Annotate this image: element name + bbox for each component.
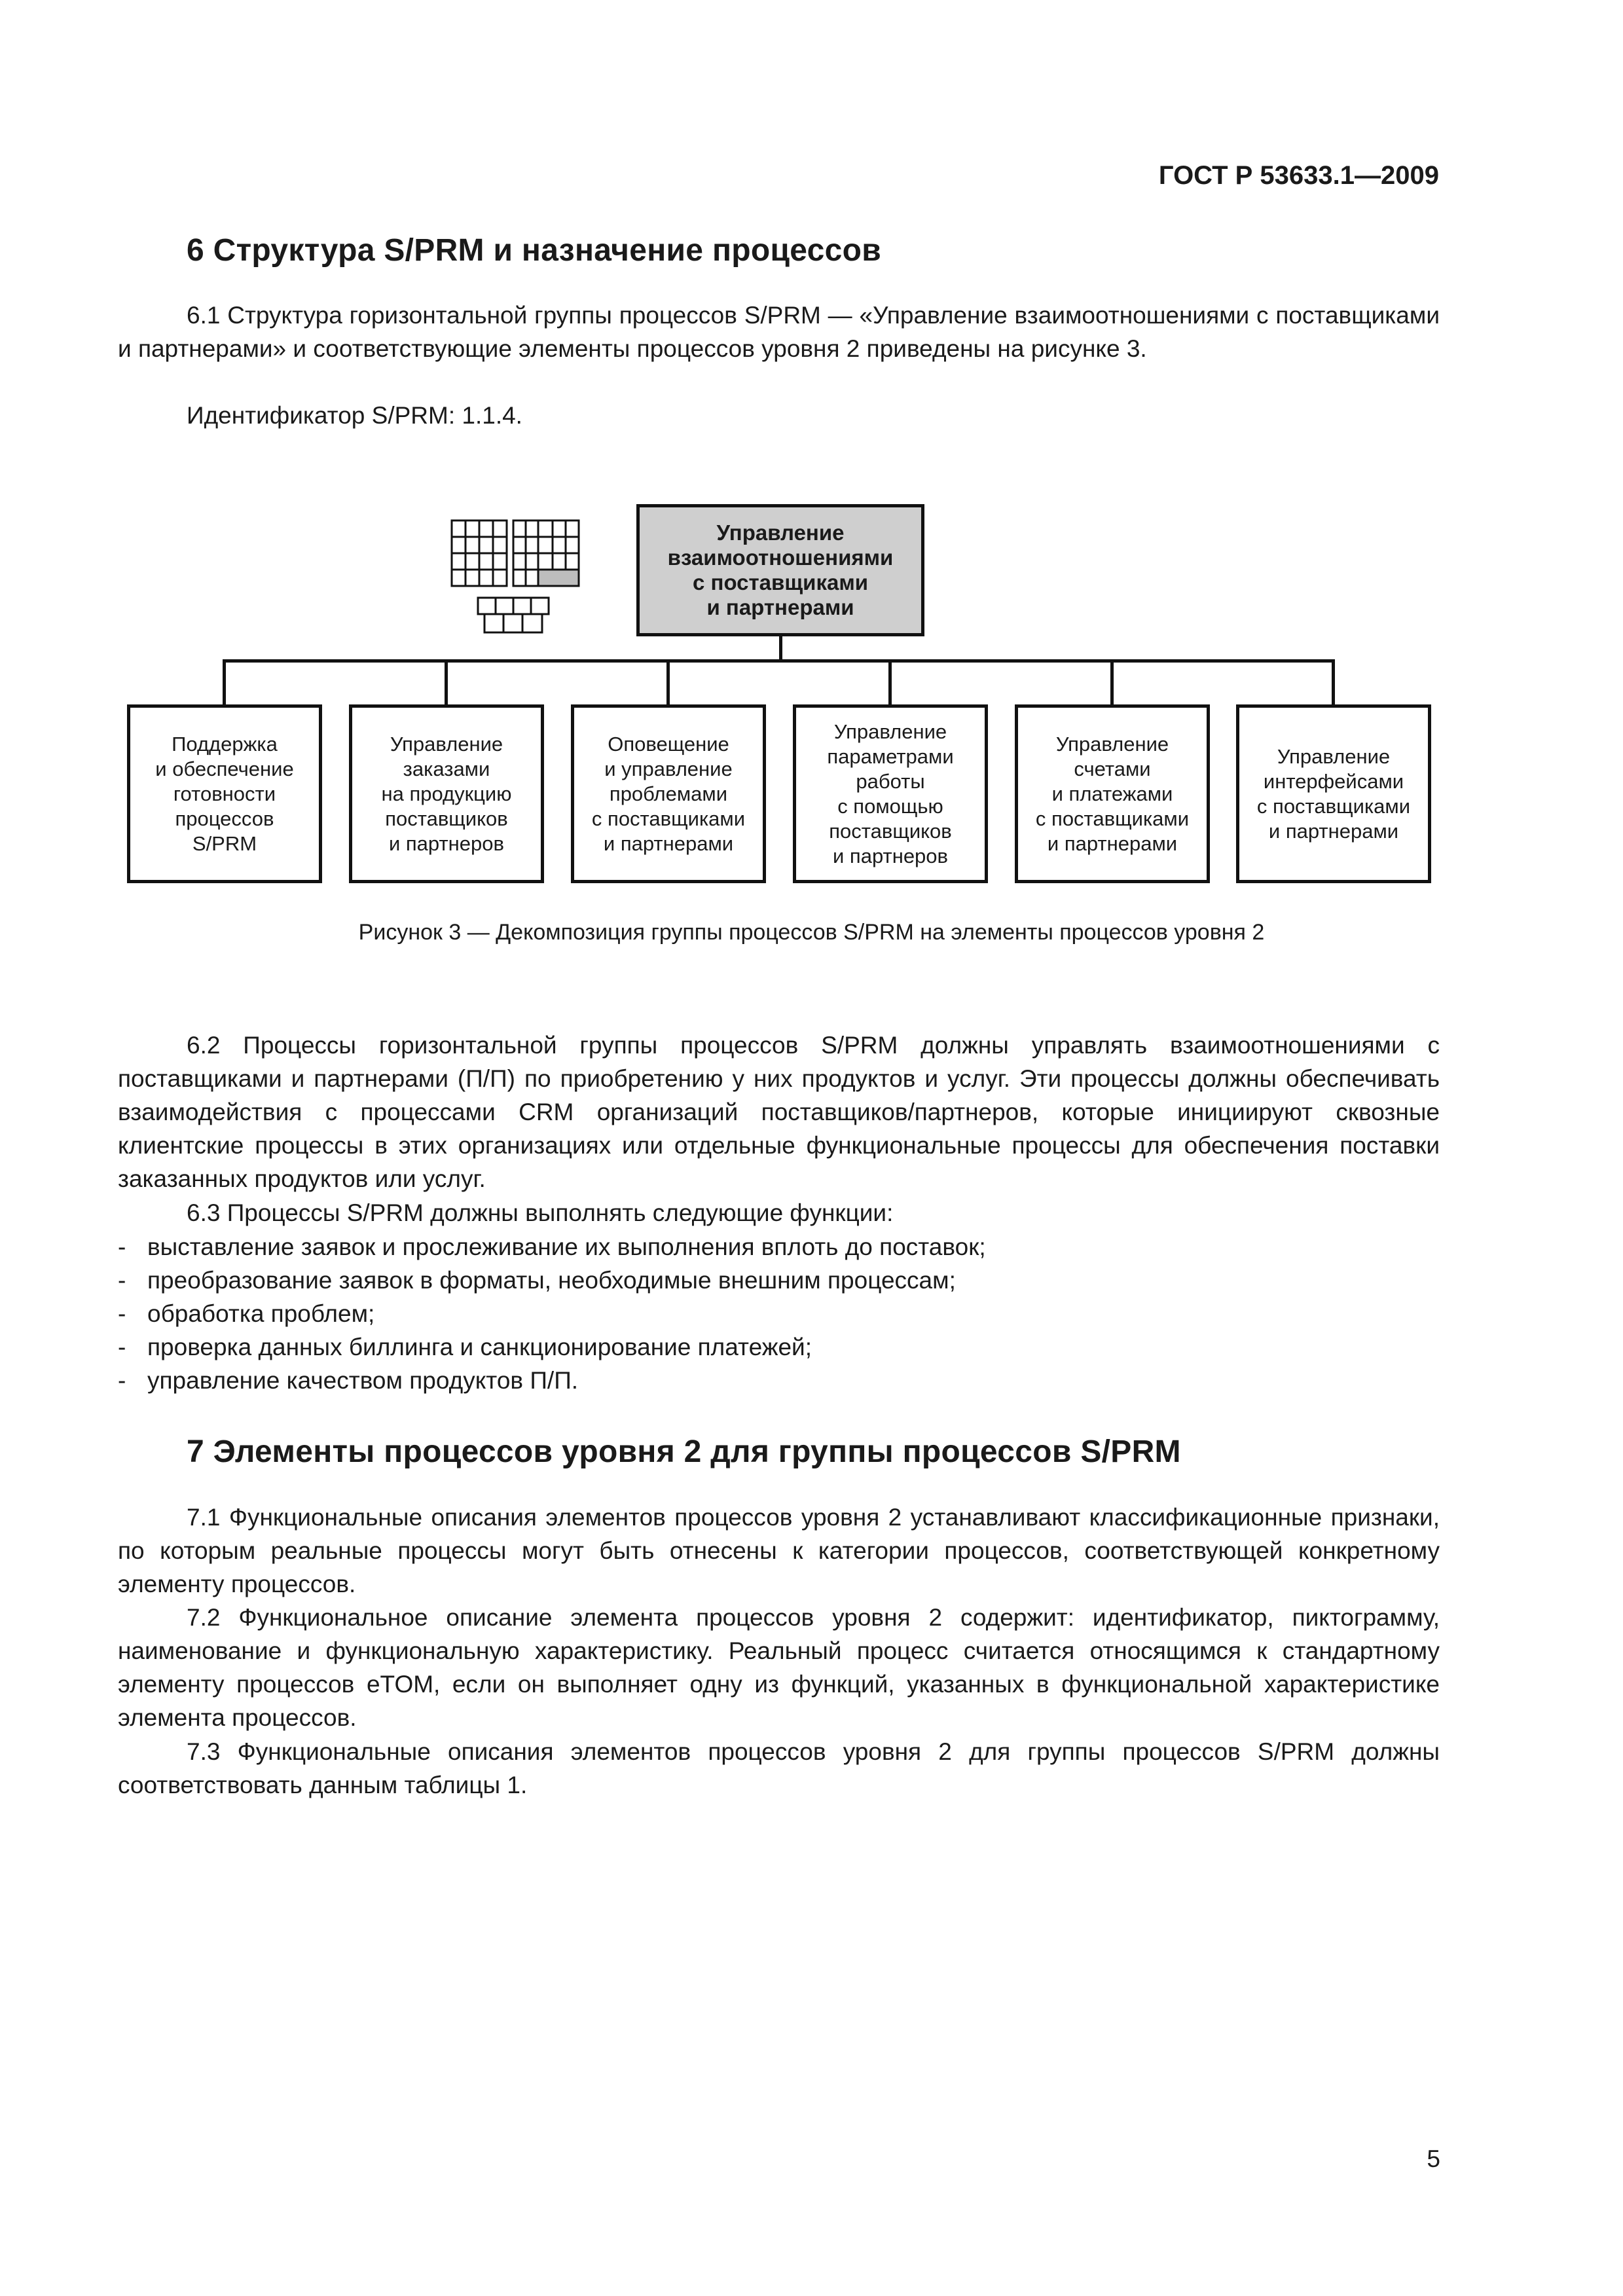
- paragraph-6-2-text: 6.2 Процессы горизонтальной группы процессов S/PRM должны управлять взаимоотношениями с поставщиками и партнерами (П/П) по приобретению у них продуктов и услуг. Эти процессы должны обеспечивать взаимодействия с процессами CRM организаций поставщиков/партнеров, которые инициируют сквозные клиентские процессы в этих организациях или отдельные функциональные процессы для обеспечения поставки заказанных продуктов или услуг.: [118, 1032, 1440, 1192]
- section-6-title: 6 Структура S/PRM и назначение процессов: [187, 233, 882, 268]
- paragraph-7-1: [118, 1501, 1440, 1601]
- identifier-line: [118, 399, 1440, 432]
- connector-drop-4: [888, 659, 892, 705]
- child-process-label: Оповещение и управление проблемами с поставщиками и партнерами: [591, 732, 746, 855]
- functions-list: [118, 1230, 1440, 1397]
- connector-horizontal: [223, 659, 1335, 663]
- paragraph-6-1: [118, 299, 1440, 365]
- paragraph-7-3-text: 7.3 Функциональные описания элементов процессов уровня 2 для группы процессов S/PRM должны соответствовать данным таблицы 1.: [118, 1738, 1440, 1798]
- top-process-box: [636, 504, 924, 636]
- identifier-text: Идентификатор S/PRM: 1.1.4.: [187, 402, 522, 429]
- paragraph-6-1-text: 6.1 Структура горизонтальной группы процессов S/PRM — «Управление взаимоотношениями с поставщиками и партнерами» и соответствующие элементы процессов уровня 2 приведены на рисунке 3.: [118, 302, 1440, 362]
- section-7-title: 7 Элементы процессов уровня 2 для группы процессов S/PRM: [187, 1434, 1181, 1469]
- child-process-label: Управление интерфейсами с поставщиками и партнерами: [1256, 744, 1411, 843]
- document-code: ГОСТ Р 53633.1—2009: [1158, 161, 1439, 190]
- list-item: - преобразование заявок в форматы, необходимые внешним процессам;: [118, 1267, 956, 1294]
- connector-drop-5: [1110, 659, 1114, 705]
- child-process-label: Управление параметрами работы с помощью поставщиков и партнеров: [827, 720, 954, 867]
- paragraph-7-2-text: 7.2 Функциональное описание элемента процессов уровня 2 содержит: идентификатор, пиктограмму, наименование и функциональную характеристику. Реальный процесс считается относящимся к стандартному элементу процессов eTOM, если он выполняет одну из функций, указанных в функциональной характеристике элемента процессов.: [118, 1604, 1440, 1731]
- child-process-box: [1015, 704, 1210, 883]
- paragraph-6-3-text: 6.3 Процессы S/PRM должны выполнять следующие функции:: [187, 1199, 894, 1226]
- pictogram-icon: [450, 519, 585, 635]
- figure-3-diagram: [0, 0, 1623, 982]
- paragraph-7-1-text: 7.1 Функциональные описания элементов процессов уровня 2 устанавливают классификационные признаки, по которым реальные процессы могут быть отнесены к категории процессов, соответствующей конкретному элементу процессов.: [118, 1504, 1440, 1597]
- child-process-label: Поддержка и обеспечение готовности процессов S/PRM: [155, 732, 294, 855]
- connector-drop-1: [223, 659, 226, 705]
- connector-vertical-top: [779, 636, 782, 661]
- child-process-label: Управление заказами на продукцию поставщиков и партнеров: [381, 732, 512, 855]
- child-process-box: [349, 704, 544, 883]
- paragraph-6-3: [118, 1196, 1440, 1230]
- paragraph-7-2: [118, 1601, 1440, 1734]
- list-item: - выставление заявок и прослеживание их выполнения вплоть до поставок;: [118, 1233, 986, 1260]
- figure-caption: Рисунок 3 — Декомпозиция группы процессов S/PRM на элементы процессов уровня 2: [358, 920, 1265, 945]
- connector-drop-2: [445, 659, 448, 705]
- list-item: - обработка проблем;: [118, 1300, 375, 1327]
- connector-drop-3: [666, 659, 670, 705]
- page-number: 5: [1427, 2145, 1440, 2172]
- child-process-box: [1236, 704, 1431, 883]
- child-process-box: [127, 704, 322, 883]
- paragraph-7-3: [118, 1735, 1440, 1802]
- child-process-box: [571, 704, 766, 883]
- connector-drop-6: [1332, 659, 1335, 705]
- list-item: - управление качеством продуктов П/П.: [118, 1367, 579, 1394]
- child-process-label: Управление счетами и платежами с поставщиками и партнерами: [1035, 732, 1190, 855]
- paragraph-6-2: [118, 1029, 1440, 1195]
- top-process-label: Управление взаимоотношениями с поставщиками и партнерами: [667, 520, 894, 619]
- list-item: - проверка данных биллинга и санкционирование платежей;: [118, 1334, 812, 1360]
- child-process-box: [793, 704, 988, 883]
